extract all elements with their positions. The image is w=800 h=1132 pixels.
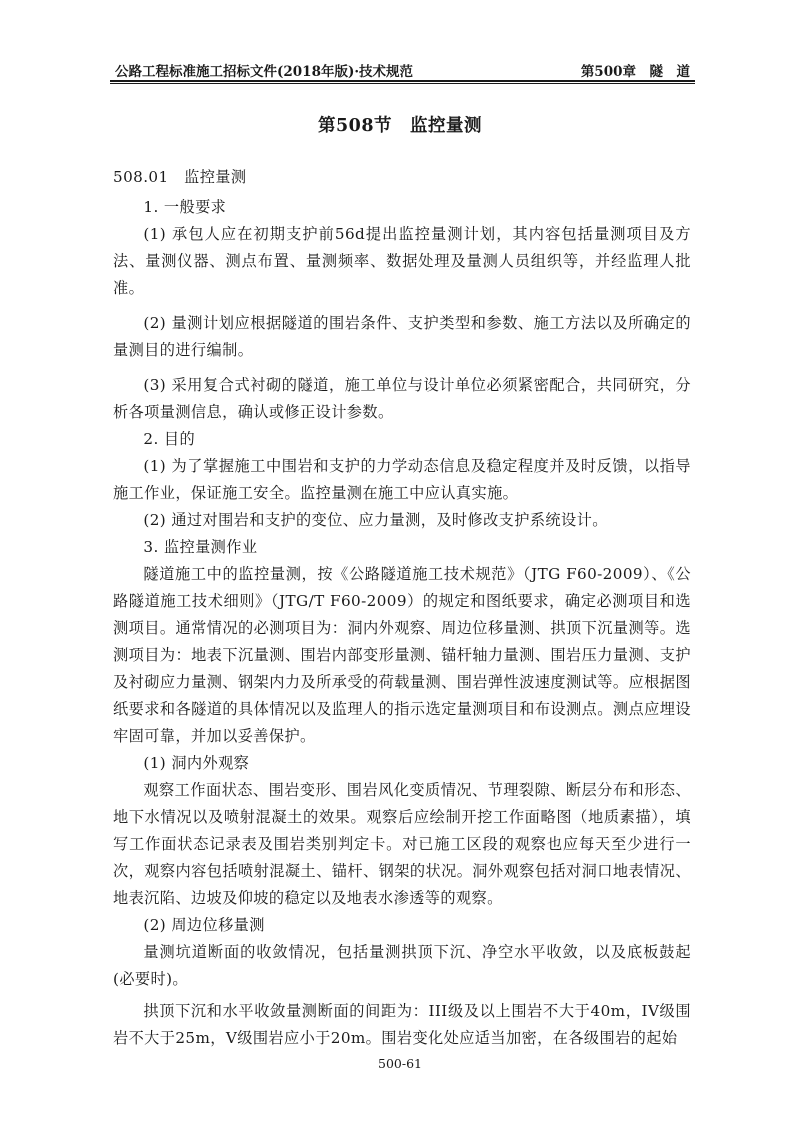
paragraph: (2) 量测计划应根据隧道的围岩条件、支护类型和参数、施工方法以及所确定的量测目的进行编制。 <box>113 314 691 359</box>
paragraph: (1) 承包人应在初期支护前56d提出监控量测计划，其内容包括量测项目及方法、量测仪器、测点布置、量测频率、数据处理及量测人员组织等，并经监理人批准。 <box>113 225 691 297</box>
header-chapter-title: 第500章 隧 道 <box>580 64 690 80</box>
running-header <box>115 56 690 80</box>
header-document-title: 公路工程标准施工招标文件(2018年版)·技术规范 <box>115 64 414 80</box>
paragraph: (2) 周边位移量测 <box>143 916 265 934</box>
paragraph: 量测坑道断面的收敛情况，包括量测拱顶下沉、净空水平收敛，以及底板鼓起(必要时)。 <box>113 943 691 988</box>
paragraph: (1) 为了掌握施工中围岩和支护的力学动态信息及稳定程度并及时反馈，以指导施工作业，保证施工安全。监控量测在施工中应认真实施。 <box>113 457 691 502</box>
paragraph: 3. 监控量测作业 <box>143 538 258 556</box>
section-title: 第508节 监控量测 <box>317 116 483 136</box>
paragraph: 观察工作面状态、围岩变形、围岩风化变质情况、节理裂隙、断层分布和形态、地下水情况以及喷射混凝土的效果。观察后应绘制开挖工作面略图（地质素描），填写工作面状态记录表及围岩类别判定卡。对已施工区段的观察也应每天至少进行一次，观察内容包括喷射混凝土、锚杆、钢架的状况。洞外观察包括对洞口地表情况、地表沉陷、边坡及仰坡的稳定以及地表水渗透等的观察。 <box>113 781 691 907</box>
paragraph: 2. 目的 <box>143 430 196 448</box>
paragraph: 拱顶下沉和水平收敛量测断面的间距为：III级及以上围岩不大于40m，IV级围岩不大于25m，V级围岩应小于20m。围岩变化处应适当加密，在各级围岩的起始 <box>113 1002 691 1047</box>
header-rule-thick <box>110 80 695 82</box>
header-rule-thin <box>110 83 695 84</box>
page-number: 500-61 <box>378 1056 422 1071</box>
paragraph: 隧道施工中的监控量测，按《公路隧道施工技术规范》（JTG F60-2009）、《公路隧道施工技术细则》（JTG/T F60-2009）的规定和图纸要求，确定必测项目和选测项目。通常情况的必测项目为：洞内外观察、周边位移量测、拱顶下沉量测等。选测项目为：地表下沉量测、围岩内部变形量测、锚杆轴力量测、围岩压力量测、支护及衬砌应力量测、钢架内力及所承受的荷载量测、围岩弹性波速度测试等。应根据图纸要求和各隧道的具体情况以及监理人的指示选定量测项目和布设测点。测点应埋设牢固可靠，并加以妥善保护。 <box>113 565 691 745</box>
paragraph: (3) 采用复合式衬砌的隧道，施工单位与设计单位必须紧密配合，共同研究，分析各项量测信息，确认或修正设计参数。 <box>113 376 691 421</box>
subsection-heading: 508.01 监控量测 <box>113 168 247 186</box>
body-text <box>113 164 691 1052</box>
paragraph: (2) 通过对围岩和支护的变位、应力量测，及时修改支护系统设计。 <box>143 511 608 529</box>
paragraph: (1) 洞内外观察 <box>143 754 250 772</box>
paragraph: 1. 一般要求 <box>143 198 227 216</box>
